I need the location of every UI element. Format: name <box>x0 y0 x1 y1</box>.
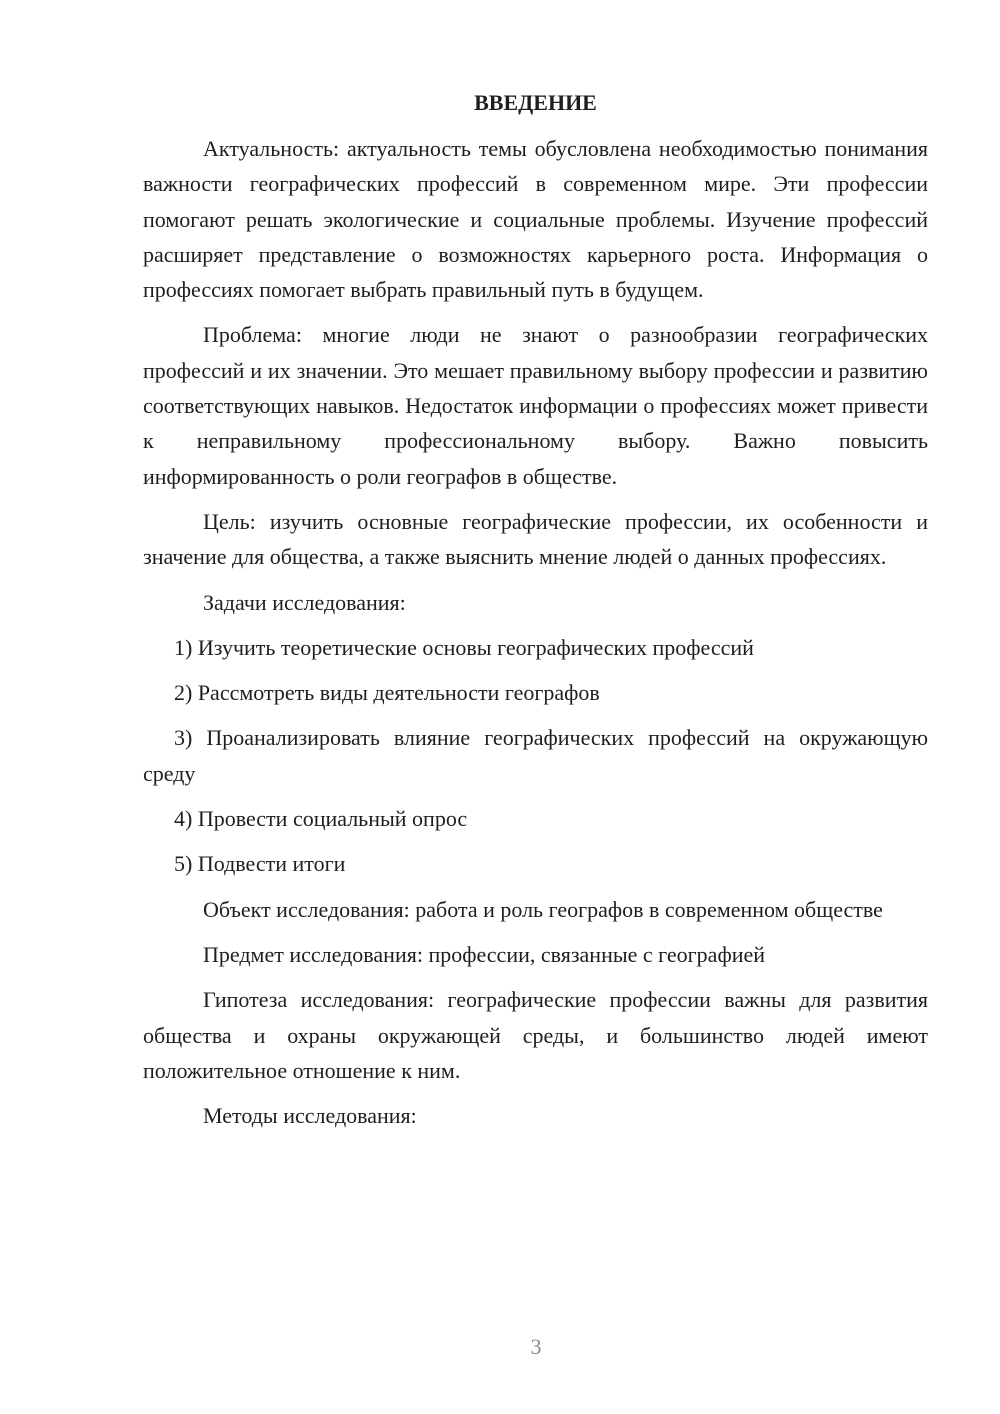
problem-paragraph: Проблема: многие люди не знают о разнообразии географических профессий и их значении. Это мешает правильному выбору профессии и развитию соответствующих навыков. Недостаток информации о профессиях может привести к неправильному профессиональному выбору. Важно повысить информированность о роли географов в обществе. <box>143 322 928 489</box>
subject-paragraph: Предмет исследования: профессии, связанные с географией <box>203 941 766 967</box>
document-page <box>143 88 928 1133</box>
relevance-paragraph: Актуальность: актуальность темы обусловлена необходимостью понимания важности географических профессий в современном мире. Эти профессии помогают решать экологические и социальные проблемы. Изучение профессий расширяет представление о возможностях карьерного роста. Информация о профессиях помогает выбрать правильный путь в будущем. <box>143 136 928 303</box>
page-number: 3 <box>530 1334 542 1359</box>
methods-heading: Методы исследования: <box>203 1103 417 1129</box>
task-item-5: 5) Подвести итоги <box>174 851 346 877</box>
task-item-3: 3) Проанализировать влияние географических профессий на окружающую среду <box>143 725 928 786</box>
goal-paragraph: Цель: изучить основные географические профессии, их особенности и значение для общества, а также выяснить мнение людей о данных профессиях. <box>143 508 928 570</box>
object-paragraph: Объект исследования: работа и роль географов в современном обществе <box>203 896 883 922</box>
section-title: ВВЕДЕНИЕ <box>474 90 597 115</box>
tasks-heading: Задачи исследования: <box>203 589 406 615</box>
task-item-2: 2) Рассмотреть виды деятельности географов <box>174 680 600 706</box>
task-item-4: 4) Провести социальный опрос <box>174 806 468 832</box>
hypothesis-paragraph: Гипотеза исследования: географические профессии важны для развития общества и охраны окружающей среды, и большинство людей имеют положительное отношение к ним. <box>143 987 928 1083</box>
task-item-1: 1) Изучить теоретические основы географических профессий <box>174 634 754 660</box>
